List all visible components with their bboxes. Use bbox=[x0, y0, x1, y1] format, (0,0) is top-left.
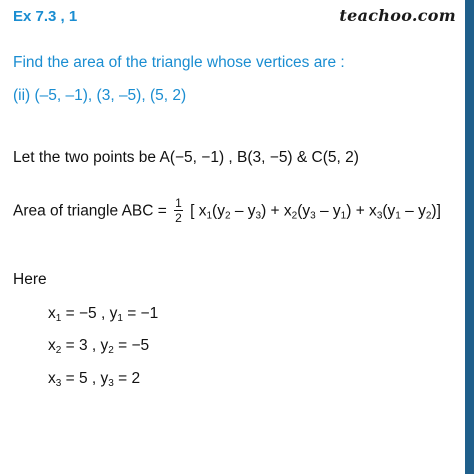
area-label: Area of triangle ABC = bbox=[13, 202, 172, 220]
fraction-denominator: 2 bbox=[175, 211, 182, 225]
let-points-statement: Let the two points be A(−5, −1) , B(3, −5) & C(5, 2) bbox=[13, 149, 359, 166]
formula-subscript: 3 bbox=[310, 210, 316, 222]
formula-part: )] bbox=[431, 202, 441, 220]
teachoo-logo: teachoo.com bbox=[339, 6, 456, 25]
x-subscript: 3 bbox=[55, 378, 62, 389]
formula-part: [ x bbox=[185, 202, 207, 220]
coordinate-row-2 bbox=[48, 337, 149, 355]
question-text: Find the area of the triangle whose vertices are : bbox=[13, 54, 345, 71]
formula-subscript: 3 bbox=[255, 210, 262, 222]
half-fraction bbox=[174, 197, 183, 224]
formula-subscript: 2 bbox=[224, 210, 231, 222]
x-var: x bbox=[48, 337, 56, 354]
x-subscript: 2 bbox=[55, 345, 62, 356]
formula-subscript: 1 bbox=[395, 210, 401, 222]
exercise-heading: Ex 7.3 , 1 bbox=[13, 8, 78, 25]
y-value: = −1 bbox=[122, 305, 159, 322]
y-subscript: 1 bbox=[117, 313, 123, 324]
formula-subscript: 1 bbox=[206, 210, 213, 222]
x-subscript: 1 bbox=[55, 313, 62, 324]
formula-subscript: 1 bbox=[340, 210, 347, 222]
right-accent-bar bbox=[465, 0, 474, 474]
formula-part: ) + x bbox=[346, 202, 377, 220]
fraction-numerator: 1 bbox=[175, 196, 182, 210]
formula-part: ) + x bbox=[261, 202, 292, 220]
x-var: x bbox=[48, 305, 56, 322]
formula-subscript: 2 bbox=[291, 210, 298, 222]
x-value: = 3 , y bbox=[61, 337, 109, 354]
formula-part: (y bbox=[212, 202, 225, 220]
here-label: Here bbox=[13, 271, 47, 288]
x-value: = 5 , y bbox=[61, 370, 109, 387]
formula-part: – y bbox=[315, 202, 341, 220]
coordinate-row-1 bbox=[48, 305, 158, 323]
formula-part: – y bbox=[400, 202, 426, 220]
coordinate-row-3 bbox=[48, 370, 140, 388]
formula-part: – y bbox=[230, 202, 256, 220]
y-subscript: 3 bbox=[108, 378, 114, 389]
area-formula bbox=[13, 198, 441, 225]
x-var: x bbox=[48, 370, 56, 387]
question-vertices: (ii) (–5, –1), (3, –5), (5, 2) bbox=[13, 87, 187, 104]
y-subscript: 2 bbox=[108, 345, 114, 356]
formula-part: (y bbox=[297, 202, 311, 220]
formula-subscript: 3 bbox=[376, 210, 383, 222]
formula-part: (y bbox=[382, 202, 396, 220]
formula-subscript: 2 bbox=[425, 210, 432, 222]
y-value: = −5 bbox=[113, 337, 150, 354]
y-value: = 2 bbox=[113, 370, 141, 387]
x-value: = −5 , y bbox=[61, 305, 118, 322]
